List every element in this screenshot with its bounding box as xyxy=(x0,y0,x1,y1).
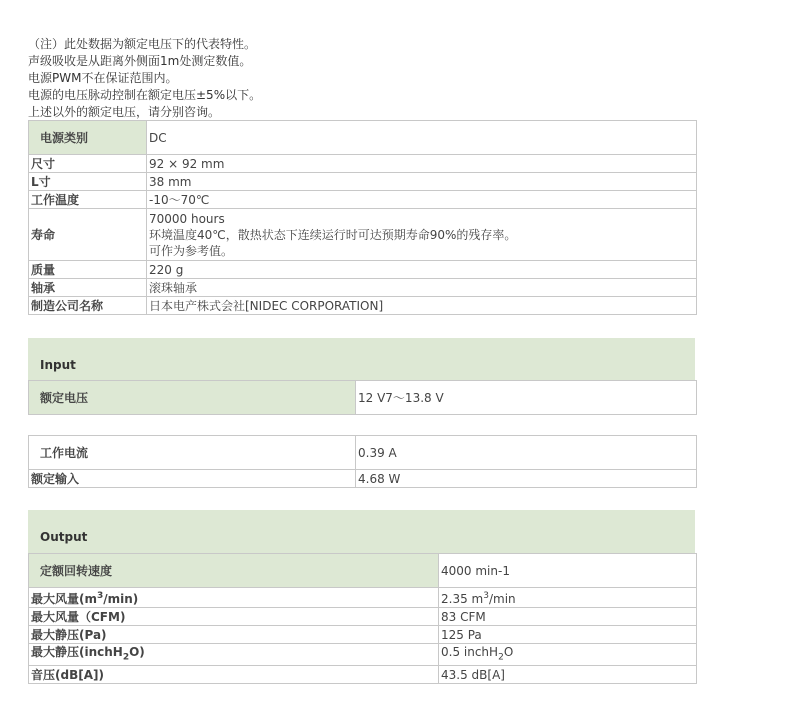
output-heading-label: Output xyxy=(40,530,88,544)
noise-value: 43.5 dB[A] xyxy=(439,666,697,684)
power-type-value: DC xyxy=(147,121,697,155)
table-row xyxy=(29,588,697,608)
table-row xyxy=(29,554,697,588)
table-row xyxy=(29,666,697,684)
mass-value: 220 g xyxy=(147,261,697,279)
bearing-label: 轴承 xyxy=(29,279,147,297)
rated-voltage-label: 额定电压 xyxy=(29,381,356,415)
pressure-pa-value: 125 Pa xyxy=(439,626,697,644)
airflow-m3-value: 2.35 $m^3/\min$ xyxy=(439,588,697,608)
note-line: 上述以外的额定电压，请分别咨询。 xyxy=(28,105,221,119)
table-row xyxy=(29,381,697,415)
table-row xyxy=(29,436,697,470)
rated-speed-label: 定额回转速度 xyxy=(29,554,439,588)
table-row xyxy=(29,297,697,315)
rated-input-value: 4.68 W xyxy=(356,470,697,488)
airflow-m3-label: 最大风量$(m^3/\min)$ xyxy=(29,588,439,608)
table-row xyxy=(29,155,697,173)
size-value: 92 × 92 mm xyxy=(147,155,697,173)
table-row xyxy=(29,173,697,191)
maker-value: 日本电产株式会社[NIDEC CORPORATION] xyxy=(147,297,697,315)
working-current-label: 工作电流 xyxy=(29,436,356,470)
table-row xyxy=(29,209,697,261)
airflow-cfm-label: 最大风量（CFM) xyxy=(29,608,439,626)
input-heading xyxy=(28,338,695,380)
life-value-line: 可作为参考值。 xyxy=(149,243,234,258)
rated-input-label: 额定输入 xyxy=(29,470,356,488)
life-value xyxy=(147,209,697,261)
bearing-value: 滚珠轴承 xyxy=(147,279,697,297)
rated-voltage-value: 12 V7～13.8 V xyxy=(356,381,697,415)
life-value-line: 环境温度40℃，散热状态下连续运行时可达预期寿命90%的残存率。 xyxy=(149,227,517,242)
pressure-pa-label: 最大静压(Pa) xyxy=(29,626,439,644)
table-row xyxy=(29,191,697,209)
note-line: 电源PWM不在保证范围内。 xyxy=(28,71,178,85)
working-current-value: 0.39 A xyxy=(356,436,697,470)
temp-label: 工作温度 xyxy=(29,191,147,209)
notes xyxy=(28,36,261,121)
output-heading xyxy=(28,510,695,554)
note-line: 声级吸收是从距离外侧面1m处测定数值。 xyxy=(28,54,252,68)
noise-label: 音压(dB[A]) xyxy=(29,666,439,684)
table-row xyxy=(29,608,697,626)
pressure-inch-value: 0.5 inchH$_2$O xyxy=(439,644,697,666)
l-size-label: L寸 xyxy=(29,173,147,191)
mass-label: 质量 xyxy=(29,261,147,279)
airflow-cfm-value: 83 CFM xyxy=(439,608,697,626)
table-row xyxy=(29,470,697,488)
temp-value: -10～70℃ xyxy=(147,191,697,209)
size-label: 尺寸 xyxy=(29,155,147,173)
general-spec-table xyxy=(28,120,697,315)
note-line: 电源的电压脉动控制在额定电压±5%以下。 xyxy=(28,88,262,102)
table-row xyxy=(29,626,697,644)
table-row xyxy=(29,279,697,297)
table-row xyxy=(29,261,697,279)
l-size-value: 38 mm xyxy=(147,173,697,191)
power-type-label: 电源类别 xyxy=(29,121,147,155)
table-row xyxy=(29,121,697,155)
table-row xyxy=(29,644,697,666)
input-current-table xyxy=(28,435,697,488)
life-label: 寿命 xyxy=(29,209,147,261)
note-line: （注）此处数据为额定电压下的代表特性。 xyxy=(28,37,257,51)
input-heading-label: Input xyxy=(40,358,76,372)
life-value-line: 70000 hours xyxy=(149,211,225,226)
rated-speed-value: 4000 min-1 xyxy=(439,554,697,588)
maker-label: 制造公司名称 xyxy=(29,297,147,315)
output-spec-table xyxy=(28,553,697,684)
pressure-inch-label: 最大静压(inchH$_2$O) xyxy=(29,644,439,666)
input-voltage-table xyxy=(28,380,697,415)
